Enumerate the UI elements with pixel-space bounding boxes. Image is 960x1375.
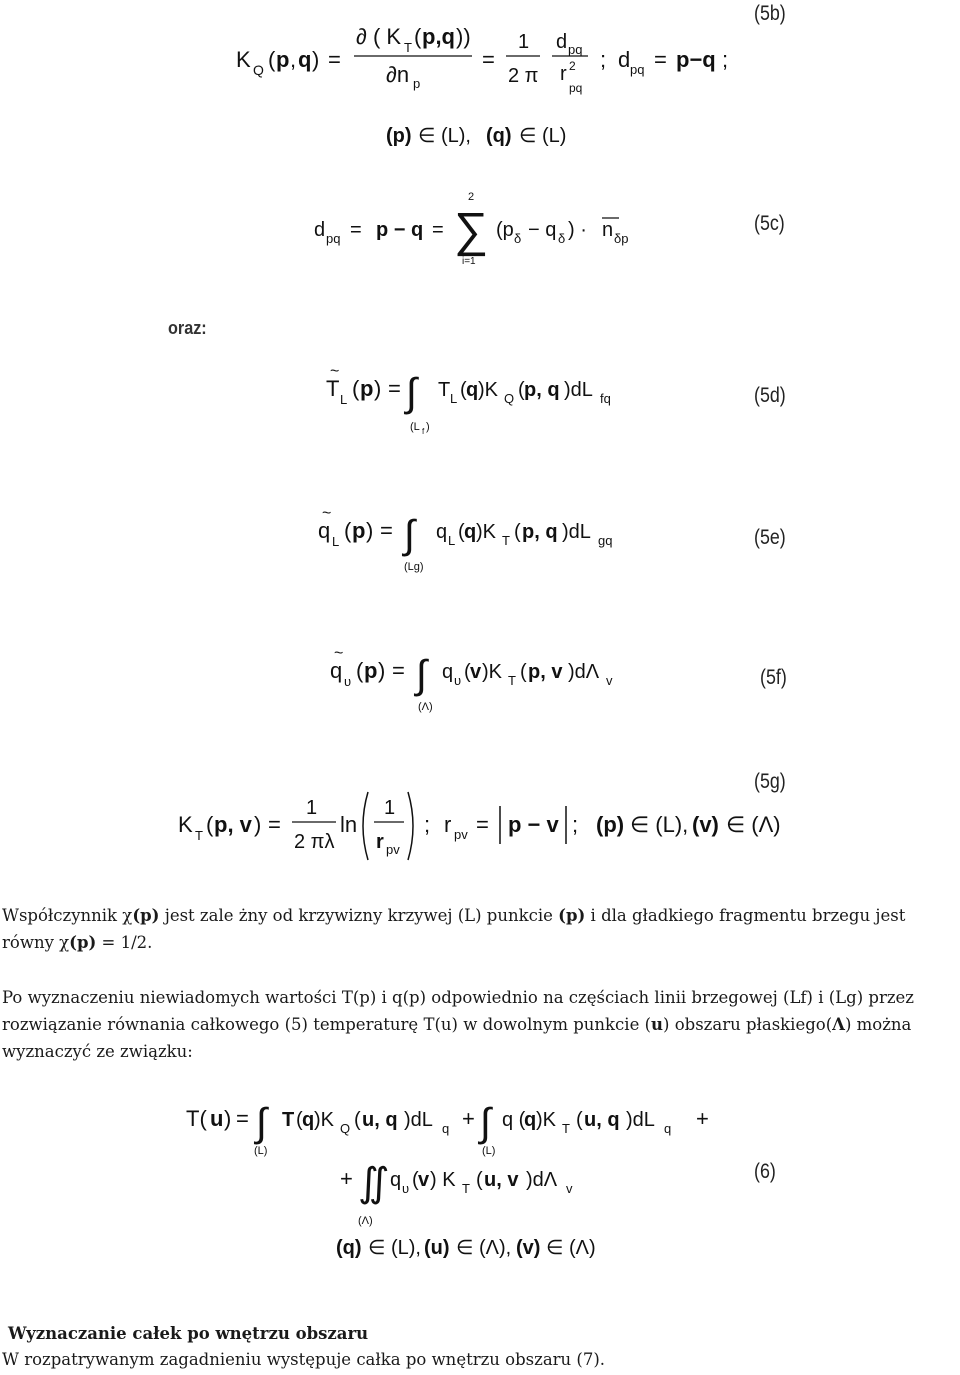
svg-text:υ: υ <box>454 673 462 688</box>
svg-text:(L: (L <box>410 421 420 433</box>
svg-text:~: ~ <box>322 505 332 522</box>
equation-number-5b: (5b) <box>754 2 786 25</box>
svg-text:∫: ∫ <box>480 1101 491 1145</box>
svg-text:− q: − q <box>528 219 557 241</box>
svg-text:1: 1 <box>384 797 396 819</box>
svg-text:∂n: ∂n <box>386 62 410 87</box>
svg-text:(v): (v) <box>516 1237 541 1259</box>
svg-text:pq: pq <box>326 231 341 246</box>
svg-text:T: T <box>326 376 340 401</box>
svg-text:T: T <box>404 40 412 55</box>
svg-text:r: r <box>444 812 452 837</box>
svg-text:(: ( <box>296 1109 303 1131</box>
svg-text:) K: ) K <box>430 1169 456 1191</box>
svg-text:T(: T( <box>186 1106 207 1131</box>
equation-6 <box>186 1090 746 1276</box>
svg-text:;: ; <box>572 812 579 837</box>
svg-text:;: ; <box>600 47 607 72</box>
svg-text:u: u <box>210 1106 224 1131</box>
svg-text:): ) <box>378 658 386 683</box>
svg-text:): ) <box>312 47 320 72</box>
svg-text:u, q: u, q <box>584 1109 620 1131</box>
svg-text:fq: fq <box>600 391 611 406</box>
svg-text:Q: Q <box>504 391 515 406</box>
svg-text:2: 2 <box>569 59 576 73</box>
equation-5e <box>318 504 648 586</box>
svg-text:∈ (Λ): ∈ (Λ) <box>726 812 781 837</box>
svg-text:;: ; <box>722 47 729 72</box>
svg-text:δp: δp <box>614 231 629 246</box>
svg-text:ln: ln <box>340 812 358 837</box>
svg-text:(: ( <box>476 1169 483 1191</box>
svg-text:υ: υ <box>344 674 352 689</box>
svg-text:p, q: p, q <box>524 379 560 401</box>
svg-text:pq: pq <box>568 42 583 57</box>
svg-text:L: L <box>332 534 340 549</box>
svg-text:p: p <box>413 76 421 91</box>
svg-text:T: T <box>462 1181 470 1196</box>
svg-text:∂ ( K: ∂ ( K <box>356 24 402 49</box>
svg-text:q: q <box>318 518 331 543</box>
svg-text:v: v <box>606 673 613 688</box>
equation-number-5e: (5e) <box>754 526 786 549</box>
equation-5f <box>330 644 650 726</box>
svg-text:∫: ∫ <box>416 653 427 697</box>
svg-text:T: T <box>282 1109 295 1131</box>
svg-text:(: ( <box>354 1109 361 1131</box>
svg-text:∈ (L): ∈ (L) <box>519 125 567 147</box>
svg-text:)dL: )dL <box>626 1109 655 1131</box>
svg-text:=: = <box>654 47 667 72</box>
svg-text:i=1: i=1 <box>462 256 476 267</box>
svg-text:q: q <box>442 661 454 683</box>
svg-text:=: = <box>482 47 495 72</box>
svg-text:=: = <box>476 812 489 837</box>
svg-text:~: ~ <box>330 363 340 380</box>
svg-text:p: p <box>360 376 374 401</box>
svg-text:)): )) <box>456 24 471 49</box>
svg-text:=: = <box>432 219 444 241</box>
svg-text:L: L <box>448 533 456 548</box>
svg-text:)K: )K <box>314 1109 334 1131</box>
svg-text:∈ (L),: ∈ (L), <box>630 812 689 837</box>
svg-text:v: v <box>418 1169 430 1191</box>
svg-text:T: T <box>562 1121 570 1136</box>
svg-text:p−q: p−q <box>676 47 716 72</box>
svg-text:L: L <box>340 392 348 407</box>
svg-text:(p): (p) <box>386 125 412 147</box>
equation-6-formula <box>186 1090 746 1270</box>
svg-text:p: p <box>352 518 366 543</box>
oraz-label: oraz: <box>168 318 207 338</box>
svg-text:p: p <box>276 47 290 72</box>
svg-text:(L): (L) <box>254 1145 268 1157</box>
equation-5d <box>326 362 646 444</box>
svg-text:(: ( <box>576 1109 583 1131</box>
equation-5c <box>314 186 654 272</box>
equation-5c-formula <box>314 186 654 266</box>
svg-text:,: , <box>290 47 297 72</box>
paragraph-interior-integral: W rozpatrywanym zagadnieniu występuje całka po wnętrzu obszaru (7). <box>2 1350 606 1369</box>
svg-text:(: ( <box>464 661 471 683</box>
svg-text:δ: δ <box>558 231 566 246</box>
svg-text:1: 1 <box>306 797 318 819</box>
svg-text:T: T <box>438 379 451 401</box>
svg-text:K: K <box>236 47 251 72</box>
svg-text:)K: )K <box>478 379 498 401</box>
svg-text:u, v: u, v <box>484 1169 519 1191</box>
svg-text:p, v: p, v <box>528 661 563 683</box>
svg-text:(: ( <box>414 24 422 49</box>
equation-number-5d: (5d) <box>754 384 786 407</box>
svg-text:): ) <box>254 812 262 837</box>
svg-text:(p: (p <box>496 219 514 241</box>
svg-text:2 πλ: 2 πλ <box>294 831 335 853</box>
svg-text:p,q: p,q <box>422 24 455 49</box>
svg-text:q: q <box>524 1109 537 1131</box>
svg-text:(: ( <box>514 521 521 543</box>
svg-text:2: 2 <box>468 191 475 203</box>
svg-text:(: ( <box>412 1169 419 1191</box>
svg-text:(: ( <box>352 376 360 401</box>
svg-text:): ) <box>426 421 430 433</box>
svg-text:(: ( <box>268 47 276 72</box>
svg-text:(: ( <box>356 658 364 683</box>
svg-text:(L): (L) <box>482 1145 496 1157</box>
svg-text:∈ (Λ),: ∈ (Λ), <box>456 1237 512 1259</box>
svg-text:(u): (u) <box>424 1237 450 1259</box>
svg-text:∫: ∫ <box>256 1101 267 1145</box>
svg-text:L: L <box>450 391 458 406</box>
svg-text:δ: δ <box>514 231 522 246</box>
svg-text:K: K <box>178 812 193 837</box>
svg-text:∈ (L),: ∈ (L), <box>368 1237 421 1259</box>
paragraph-chi-coefficient: Współczynnik χ(p) jest zale żny od krzywizny krzywej (L) punkcie (p) i dla gładkiego fragmentu brzegu jest równy χ(p) = 1/2. <box>2 906 906 952</box>
svg-text:Q: Q <box>340 1121 351 1136</box>
svg-text:)dL: )dL <box>564 379 593 401</box>
svg-text:d: d <box>556 31 568 53</box>
svg-text:∫: ∫ <box>404 513 415 557</box>
svg-text:(p): (p) <box>596 812 625 837</box>
svg-text:pq: pq <box>569 81 583 95</box>
equation-5f-formula <box>330 644 650 720</box>
svg-text:(: ( <box>518 379 525 401</box>
svg-text:∬: ∬ <box>358 1161 390 1205</box>
svg-text:=: = <box>350 219 362 241</box>
svg-text:): ) <box>224 1106 232 1131</box>
svg-text:n: n <box>602 219 614 241</box>
svg-text:=: = <box>328 47 341 72</box>
svg-text:=: = <box>388 376 401 401</box>
svg-text:=: = <box>392 658 405 683</box>
svg-text:d: d <box>314 219 326 241</box>
svg-text:): ) <box>374 376 382 401</box>
svg-text:(Λ): (Λ) <box>418 701 433 713</box>
svg-text:q: q <box>664 1121 672 1136</box>
svg-text:)dL: )dL <box>562 521 591 543</box>
svg-text:(: ( <box>460 379 467 401</box>
svg-text:pq: pq <box>630 62 645 77</box>
svg-text:gq: gq <box>598 533 613 548</box>
svg-text:)K: )K <box>482 661 502 683</box>
svg-text:∈ (L),: ∈ (L), <box>418 125 471 147</box>
svg-text:~: ~ <box>334 645 344 662</box>
svg-text:q: q <box>330 658 343 683</box>
svg-text:(Lg): (Lg) <box>404 561 424 573</box>
svg-text:q: q <box>302 1109 315 1131</box>
svg-text:∈ (Λ): ∈ (Λ) <box>546 1237 596 1259</box>
svg-text:)dΛ: )dΛ <box>526 1169 558 1191</box>
svg-text:pv: pv <box>454 827 468 842</box>
svg-text:+: + <box>340 1166 353 1191</box>
svg-text:) ·: ) · <box>568 219 587 241</box>
svg-text:p: p <box>364 658 378 683</box>
svg-text:q: q <box>466 379 479 401</box>
svg-text:(Λ): (Λ) <box>358 1215 373 1227</box>
svg-text:T: T <box>195 828 203 843</box>
svg-text:)dL: )dL <box>404 1109 433 1131</box>
svg-text:1: 1 <box>518 31 530 53</box>
equation-5b-condition <box>386 120 586 156</box>
svg-text:d: d <box>618 47 631 72</box>
svg-text:T: T <box>502 533 510 548</box>
svg-text:)dΛ: )dΛ <box>568 661 600 683</box>
svg-text:=: = <box>380 518 393 543</box>
svg-text:=: = <box>268 812 281 837</box>
svg-text:f: f <box>422 427 425 436</box>
svg-text:r: r <box>376 831 384 853</box>
svg-text:;: ; <box>424 812 431 837</box>
svg-text:)K: )K <box>536 1109 556 1131</box>
svg-text:u, q: u, q <box>362 1109 398 1131</box>
svg-text:∑: ∑ <box>454 204 489 257</box>
svg-text:q: q <box>298 47 312 72</box>
svg-text:q: q <box>464 521 477 543</box>
paragraph-temperature: Po wyznaczeniu niewiadomych wartości T(p) i q(p) odpowiednio na częściach linii brzegowej (Lf) i (Lg) przez rozwiązanie równania całkowego (5) temperaturę T(u) w dowolnym punkcie (u) obszaru płaskiego(Λ) można wyznaczyć ze związku: <box>2 988 914 1061</box>
svg-text:q (: q ( <box>502 1109 526 1131</box>
equation-number-5g: (5g) <box>754 770 786 793</box>
equation-5b-formula <box>236 22 756 102</box>
svg-text:(: ( <box>520 661 527 683</box>
svg-text:∫: ∫ <box>406 371 417 415</box>
svg-text:(q): (q) <box>336 1237 362 1259</box>
svg-text:Q: Q <box>253 62 264 78</box>
section-heading: Wyznaczanie całek po wnętrzu obszaru <box>8 1324 369 1343</box>
svg-text:2 π: 2 π <box>508 65 539 87</box>
svg-text:q: q <box>442 1121 450 1136</box>
equation-5b <box>236 22 756 108</box>
equation-5e-formula <box>318 504 648 580</box>
equation-number-5f: (5f) <box>760 666 787 689</box>
svg-text:(: ( <box>206 812 214 837</box>
svg-text:p − q: p − q <box>376 219 424 241</box>
svg-text:=: = <box>236 1106 249 1131</box>
svg-text:(: ( <box>458 521 465 543</box>
svg-text:q: q <box>436 521 448 543</box>
svg-text:(q): (q) <box>486 125 512 147</box>
svg-text:r: r <box>560 63 567 85</box>
svg-text:p, q: p, q <box>522 521 558 543</box>
svg-text:(: ( <box>344 518 352 543</box>
svg-text:)K: )K <box>476 521 496 543</box>
equation-number-6: (6) <box>754 1160 776 1183</box>
svg-text:(v): (v) <box>692 812 719 837</box>
equation-5d-formula <box>326 362 646 438</box>
svg-text:T: T <box>508 673 516 688</box>
svg-text:pv: pv <box>386 842 400 857</box>
svg-text:p, v: p, v <box>214 812 252 837</box>
equation-number-5c: (5c) <box>754 212 785 235</box>
svg-text:v: v <box>566 1181 573 1196</box>
svg-text:+: + <box>462 1106 475 1131</box>
svg-text:): ) <box>366 518 374 543</box>
svg-text:p − v: p − v <box>508 812 559 837</box>
equation-5g <box>178 788 788 874</box>
svg-text:v: v <box>470 661 482 683</box>
svg-text:+: + <box>696 1106 709 1131</box>
svg-text:q: q <box>390 1169 402 1191</box>
equation-5g-formula <box>178 788 788 868</box>
svg-text:υ: υ <box>402 1181 410 1196</box>
